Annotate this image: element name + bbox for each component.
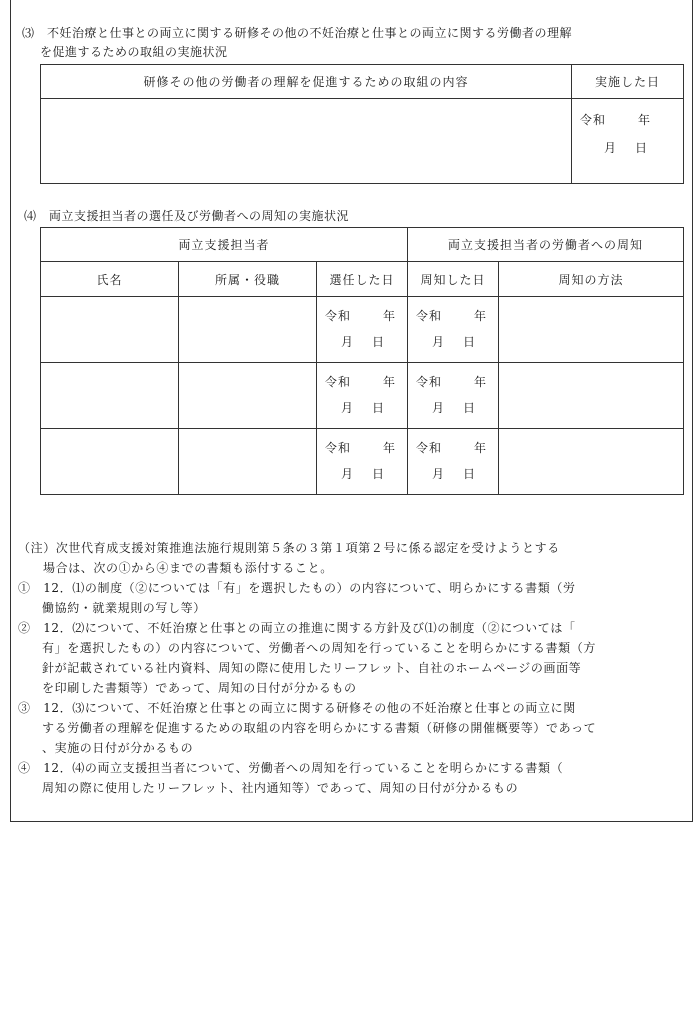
month-label: 月: [432, 335, 446, 349]
notified-date-cell[interactable]: [408, 297, 499, 363]
attachment-notes: [18, 538, 690, 798]
notified-date-cell[interactable]: [408, 363, 499, 429]
month-label: 月: [604, 141, 618, 155]
year-label: 年: [474, 309, 488, 323]
era-label: 令和: [416, 375, 443, 389]
day-label: 日: [372, 467, 386, 481]
month-label: 月: [432, 401, 446, 415]
appointed-date-cell[interactable]: [317, 363, 408, 429]
header-appointed-date: 選任した日: [317, 262, 408, 297]
era-label: 令和: [325, 375, 352, 389]
section4-title: ⑷ 両立支援担当者の選任及び労働者への周知の実施状況: [24, 209, 350, 223]
era-label: 令和: [416, 441, 443, 455]
section3-title-line1: ⑶ 不妊治療と仕事との両立に関する研修その他の不妊治療と仕事との両立に関する労働者の理解: [22, 26, 573, 40]
day-label: 日: [463, 401, 477, 415]
method-cell[interactable]: [499, 297, 684, 363]
header-department-position: 所属・役職: [179, 262, 317, 297]
name-cell[interactable]: [41, 297, 179, 363]
department-cell[interactable]: [179, 363, 317, 429]
header-notified-date: 周知した日: [408, 262, 499, 297]
day-label: 日: [635, 141, 649, 155]
day-label: 日: [372, 401, 386, 415]
note-header-cont: 場合は、次の①から④までの書類も添付すること。: [43, 561, 333, 575]
table-row: [41, 429, 684, 495]
department-cell[interactable]: [179, 429, 317, 495]
implemented-date-cell[interactable]: [572, 99, 684, 184]
table-row: [41, 363, 684, 429]
note-item-3-cont: する労働者の理解を促進するための取組の内容を明らかにする書類（研修の開催概要等）であって: [42, 721, 597, 735]
month-label: 月: [341, 401, 355, 415]
header-implemented-date: 実施した日: [572, 65, 684, 99]
month-label: 月: [432, 467, 446, 481]
year-label: 年: [383, 441, 397, 455]
note-item-1: ① 12．⑴の制度（②については「有」を選択したもの）の内容について、明らかにする書類（労: [18, 581, 576, 595]
note-item-4-cont: 周知の際に使用したリーフレット、社内通知等）であって、周知の日付が分かるもの: [42, 781, 519, 795]
notified-date-cell[interactable]: [408, 429, 499, 495]
note-item-1-cont: 働協約・就業規則の写し等）: [42, 601, 206, 615]
header-staff-notification: 両立支援担当者の労働者への周知: [408, 228, 684, 262]
year-label: 年: [474, 441, 488, 455]
training-table: [40, 64, 684, 184]
method-cell[interactable]: [499, 363, 684, 429]
name-cell[interactable]: [41, 363, 179, 429]
note-item-2-cont: 針が記載されている社内資料、周知の際に使用したリーフレット、自社のホームページの画面等: [42, 661, 582, 675]
header-training-content: 研修その他の労働者の理解を促進するための取組の内容: [41, 65, 572, 99]
day-label: 日: [463, 467, 477, 481]
year-label: 年: [383, 375, 397, 389]
note-header: （注）次世代育成支援対策推進法施行規則第５条の３第１項第２号に係る認定を受けようとする: [18, 541, 560, 555]
header-name: 氏名: [41, 262, 179, 297]
note-item-3: ③ 12．⑶について、不妊治療と仕事との両立に関する研修その他の不妊治療と仕事との両立に関: [18, 701, 576, 715]
appointed-date-cell[interactable]: [317, 429, 408, 495]
note-item-2: ② 12．⑵について、不妊治療と仕事との両立の推進に関する方針及び⑴の制度（②については「: [18, 621, 576, 635]
note-item-4: ④ 12．⑷の両立支援担当者について、労働者への周知を行っていることを明らかにする書類（: [18, 761, 564, 775]
note-item-2-cont: を印刷した書類等）であって、周知の日付が分かるもの: [42, 681, 357, 695]
era-label: 令和: [325, 441, 352, 455]
name-cell[interactable]: [41, 429, 179, 495]
support-staff-table: [40, 227, 684, 495]
header-support-staff: 両立支援担当者: [41, 228, 408, 262]
section3-title-line2: を促進するための取組の実施状況: [40, 45, 228, 59]
year-label: 年: [638, 113, 652, 127]
method-cell[interactable]: [499, 429, 684, 495]
month-label: 月: [341, 335, 355, 349]
era-label: 令和: [580, 113, 607, 127]
department-cell[interactable]: [179, 297, 317, 363]
era-label: 令和: [325, 309, 352, 323]
year-label: 年: [474, 375, 488, 389]
day-label: 日: [463, 335, 477, 349]
day-label: 日: [372, 335, 386, 349]
appointed-date-cell[interactable]: [317, 297, 408, 363]
note-item-3-cont: 、実施の日付が分かるもの: [42, 741, 194, 755]
year-label: 年: [383, 309, 397, 323]
table-row: [41, 297, 684, 363]
era-label: 令和: [416, 309, 443, 323]
month-label: 月: [341, 467, 355, 481]
header-notification-method: 周知の方法: [499, 262, 684, 297]
note-item-2-cont: 有」を選択したもの）の内容について、労働者への周知を行っていることを明らかにする書類（方: [42, 641, 596, 655]
training-content-cell[interactable]: [41, 99, 572, 184]
